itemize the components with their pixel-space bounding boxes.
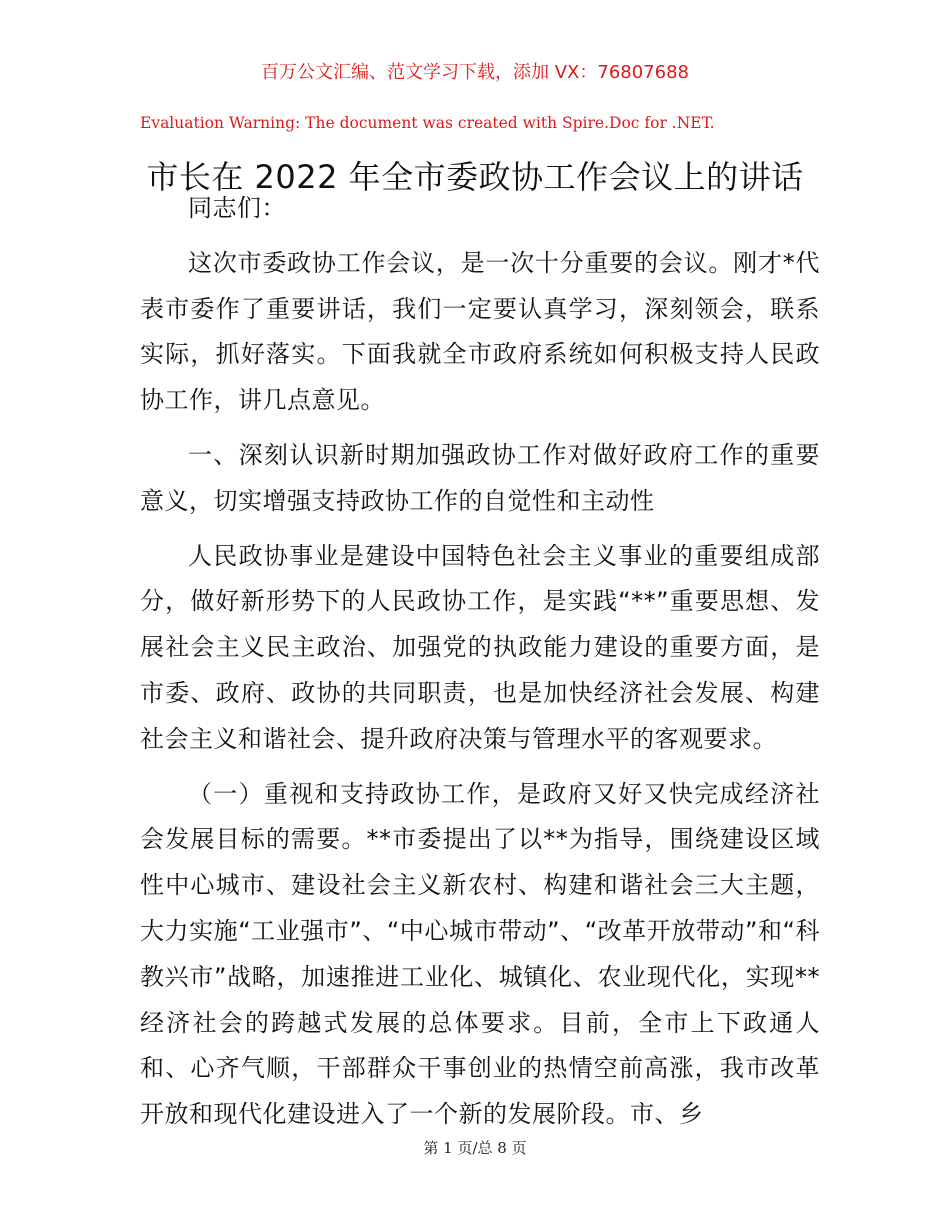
document-body (140, 186, 820, 1138)
page-footer: 第 1 页/总 8 页 (423, 1139, 527, 1157)
document-title: 市长在 2022 年全市委政协工作会议上的讲话 (146, 158, 804, 196)
evaluation-warning: Evaluation Warning: The document was created with Spire.Doc for .NET. (140, 114, 715, 132)
paragraph: 这次市委政协工作会议，是一次十分重要的会议。刚才*代表市委作了重要讲话，我们一定要认真学习，深刻领会，联系实际，抓好落实。下面我就全市政府系统如何积极支持人民政协工作，讲几点意见。 (140, 248, 820, 415)
section-heading: 一、深刻认识新时期加强政协工作对做好政府工作的重要意义，切实增强支持政协工作的自觉性和主动性 (140, 440, 820, 515)
salutation: 同志们： (188, 194, 286, 222)
paragraph: 人民政协事业是建设中国特色社会主义事业的重要组成部分，做好新形势下的人民政协工作，是实践“**”重要思想、发展社会主义民主政治、加强党的执政能力建设的重要方面，是市委、政府、政协的共同职责，也是加快经济社会发展、构建社会主义和谐社会、提升政府决策与管理水平的客观要求。 (140, 541, 820, 753)
paragraph: （一）重视和支持政协工作，是政府又好又快完成经济社会发展目标的需要。**市委提出了以**为指导，围绕建设区域性中心城市、建设社会主义新农村、构建和谐社会三大主题，大力实施“工业强市”、“中心城市带动”、“改革开放带动”和“科教兴市”战略，加速推进工业化、城镇化、农业现代化，实现**经济社会的跨越式发展的总体要求。目前，全市上下政通人和、心齐气顺，干部群众干事创业的热情空前高涨，我市改革开放和现代化建设进入了一个新的发展阶段。市、乡 (140, 779, 820, 1129)
header-ad-banner: 百万公文汇编、范文学习下载，添加 VX：76807688 (261, 62, 689, 83)
